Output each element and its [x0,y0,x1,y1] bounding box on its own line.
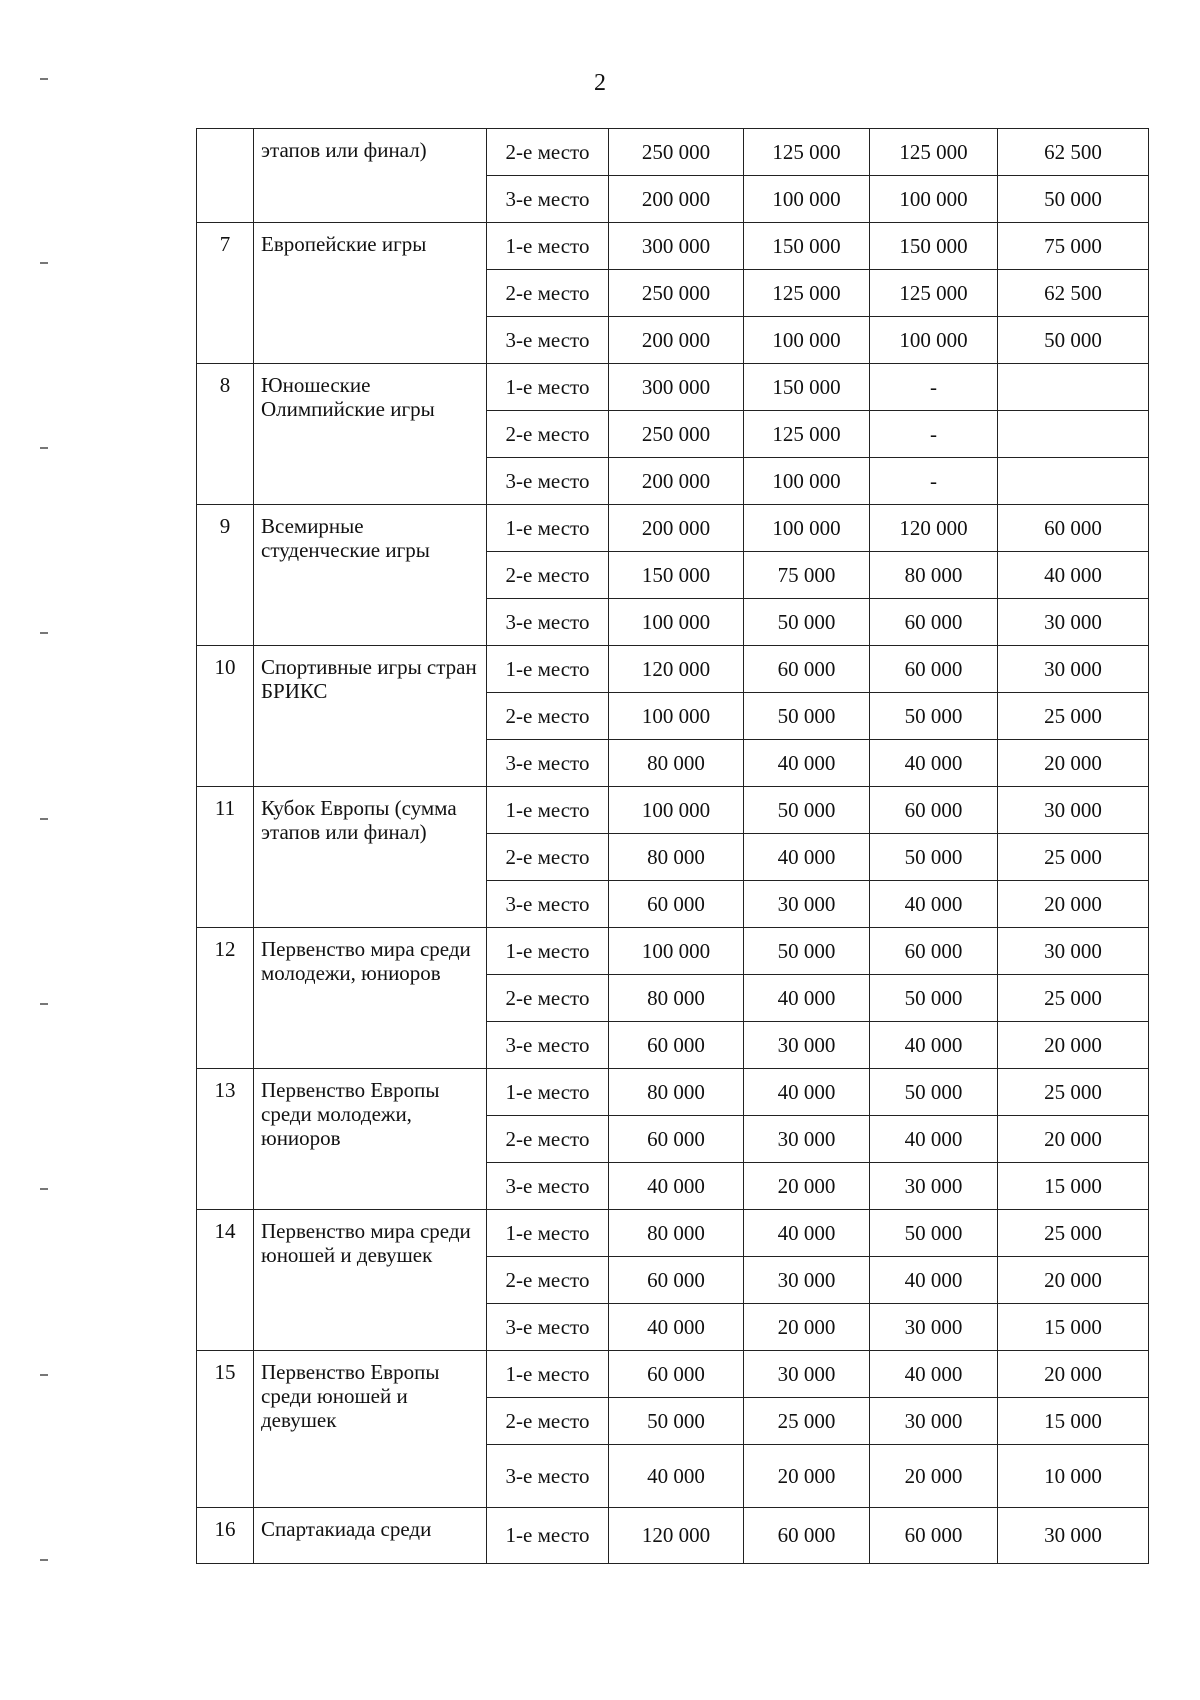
amount-cell: 62 500 [998,129,1149,176]
amount-cell: 50 000 [998,317,1149,364]
row-number: 16 [197,1508,254,1564]
amount-cell: 25 000 [744,1398,870,1445]
amount-cell: 125 000 [744,411,870,458]
amount-cell: 40 000 [744,1210,870,1257]
amount-cell: 100 000 [744,176,870,223]
amount-cell: 300 000 [609,364,744,411]
place-cell: 1-е место [487,1508,609,1564]
amount-cell: 100 000 [870,176,998,223]
row-number: 13 [197,1069,254,1210]
amount-cell: 100 000 [609,693,744,740]
amount-cell: 30 000 [744,1116,870,1163]
amount-cell: 30 000 [870,1398,998,1445]
amount-cell: 60 000 [870,599,998,646]
row-number: 15 [197,1351,254,1508]
amount-cell: 40 000 [744,1069,870,1116]
amount-cell: 80 000 [609,975,744,1022]
amount-cell: 10 000 [998,1445,1149,1508]
amount-cell: 100 000 [744,458,870,505]
amount-cell: 40 000 [744,834,870,881]
amount-cell: - [870,364,998,411]
amount-cell [998,411,1149,458]
event-name: Спартакиада среди [254,1508,487,1564]
amount-cell: 100 000 [744,317,870,364]
row-number: 14 [197,1210,254,1351]
table-row [197,223,1149,270]
amount-cell: 50 000 [744,693,870,740]
place-cell: 2-е место [487,975,609,1022]
place-cell: 1-е место [487,646,609,693]
place-cell: 2-е место [487,1116,609,1163]
margin-mark [40,818,48,820]
amount-cell: 20 000 [998,1116,1149,1163]
amount-cell: 30 000 [744,881,870,928]
place-cell: 2-е место [487,1257,609,1304]
event-name: Юношеские Олимпийские игры [254,364,487,505]
amount-cell: 25 000 [998,834,1149,881]
margin-mark [40,1374,48,1376]
table-row [197,928,1149,975]
place-cell: 1-е место [487,364,609,411]
amount-cell: 50 000 [744,599,870,646]
amount-cell: 50 000 [744,928,870,975]
awards-table-body [197,129,1149,1564]
event-name: Кубок Европы (сумма этапов или финал) [254,787,487,928]
amount-cell: 200 000 [609,176,744,223]
amount-cell: 20 000 [870,1445,998,1508]
event-name: Спортивные игры стран БРИКС [254,646,487,787]
place-cell: 3-е место [487,1445,609,1508]
event-name: Первенство мира среди молодежи, юниоров [254,928,487,1069]
amount-cell: 15 000 [998,1398,1149,1445]
table-row [197,129,1149,176]
place-cell: 3-е место [487,881,609,928]
amount-cell: 50 000 [870,693,998,740]
amount-cell: 60 000 [870,928,998,975]
amount-cell: 80 000 [609,1210,744,1257]
place-cell: 3-е место [487,317,609,364]
amount-cell: 75 000 [998,223,1149,270]
amount-cell: 150 000 [744,364,870,411]
amount-cell: 30 000 [998,646,1149,693]
table-row [197,1351,1149,1398]
amount-cell: 15 000 [998,1304,1149,1351]
place-cell: 2-е место [487,270,609,317]
amount-cell: 20 000 [744,1304,870,1351]
amount-cell: 60 000 [609,1022,744,1069]
amount-cell: 150 000 [744,223,870,270]
margin-mark [40,1559,48,1561]
amount-cell: 30 000 [998,1508,1149,1564]
place-cell: 3-е место [487,1022,609,1069]
amount-cell: 30 000 [998,599,1149,646]
place-cell: 3-е место [487,1163,609,1210]
amount-cell: 25 000 [998,975,1149,1022]
event-name: Всемирные студенческие игры [254,505,487,646]
place-cell: 1-е место [487,1351,609,1398]
amount-cell [998,458,1149,505]
event-name: Первенство Европы среди юношей и девушек [254,1351,487,1508]
amount-cell: 60 000 [870,787,998,834]
amount-cell: 80 000 [609,1069,744,1116]
place-cell: 3-е место [487,458,609,505]
amount-cell: 40 000 [609,1163,744,1210]
amount-cell: - [870,411,998,458]
amount-cell: 60 000 [870,1508,998,1564]
table-row [197,364,1149,411]
event-name: Первенство Европы среди молодежи, юниоров [254,1069,487,1210]
amount-cell: 120 000 [870,505,998,552]
amount-cell: 75 000 [744,552,870,599]
amount-cell: 25 000 [998,1069,1149,1116]
amount-cell: 125 000 [870,270,998,317]
place-cell: 1-е место [487,505,609,552]
amount-cell: 250 000 [609,270,744,317]
table-row [197,1508,1149,1564]
table-row [197,505,1149,552]
amount-cell: 20 000 [744,1163,870,1210]
amount-cell: 60 000 [870,646,998,693]
place-cell: 1-е место [487,1210,609,1257]
amount-cell: 25 000 [998,1210,1149,1257]
amount-cell: 250 000 [609,411,744,458]
amount-cell: 30 000 [744,1022,870,1069]
place-cell: 1-е место [487,1069,609,1116]
amount-cell: 40 000 [870,1116,998,1163]
amount-cell: 40 000 [870,1257,998,1304]
row-number: 11 [197,787,254,928]
amount-cell: 80 000 [609,740,744,787]
margin-mark [40,78,48,80]
amount-cell: 125 000 [744,129,870,176]
amount-cell: 30 000 [998,928,1149,975]
row-number: 10 [197,646,254,787]
amount-cell: 150 000 [870,223,998,270]
amount-cell: 40 000 [870,740,998,787]
table-row [197,646,1149,693]
place-cell: 1-е место [487,928,609,975]
row-number: 12 [197,928,254,1069]
awards-table [196,128,1149,1564]
amount-cell: 15 000 [998,1163,1149,1210]
place-cell: 3-е место [487,176,609,223]
margin-mark [40,1188,48,1190]
amount-cell: 20 000 [998,881,1149,928]
amount-cell: 60 000 [744,1508,870,1564]
amount-cell: 40 000 [870,1351,998,1398]
amount-cell: 30 000 [870,1304,998,1351]
event-name: Европейские игры [254,223,487,364]
amount-cell: 100 000 [609,599,744,646]
amount-cell: 25 000 [998,693,1149,740]
amount-cell: 200 000 [609,505,744,552]
amount-cell: 50 000 [870,1210,998,1257]
amount-cell: 50 000 [870,834,998,881]
amount-cell: 40 000 [744,975,870,1022]
amount-cell: 40 000 [609,1304,744,1351]
place-cell: 2-е место [487,693,609,740]
amount-cell: 125 000 [870,129,998,176]
amount-cell: 50 000 [744,787,870,834]
event-name: Первенство мира среди юношей и девушек [254,1210,487,1351]
place-cell: 2-е место [487,1398,609,1445]
amount-cell: 120 000 [609,1508,744,1564]
margin-mark [40,632,48,634]
amount-cell: 20 000 [998,1022,1149,1069]
amount-cell: 40 000 [744,740,870,787]
margin-mark [40,262,48,264]
table-row [197,1210,1149,1257]
place-cell: 1-е место [487,787,609,834]
amount-cell: 20 000 [998,1351,1149,1398]
amount-cell: 50 000 [870,975,998,1022]
amount-cell [998,364,1149,411]
table-row [197,1069,1149,1116]
place-cell: 2-е место [487,552,609,599]
amount-cell: 40 000 [870,881,998,928]
amount-cell: 60 000 [609,881,744,928]
amount-cell: 80 000 [870,552,998,599]
amount-cell: 20 000 [998,740,1149,787]
amount-cell: 125 000 [744,270,870,317]
margin-mark [40,447,48,449]
place-cell: 2-е место [487,834,609,881]
amount-cell: 20 000 [998,1257,1149,1304]
row-number: 8 [197,364,254,505]
amount-cell: 120 000 [609,646,744,693]
amount-cell: 50 000 [609,1398,744,1445]
page-number: 2 [594,70,606,96]
amount-cell: 62 500 [998,270,1149,317]
amount-cell: 200 000 [609,458,744,505]
row-number: 9 [197,505,254,646]
margin-mark [40,1003,48,1005]
amount-cell: 60 000 [998,505,1149,552]
row-number [197,129,254,223]
amount-cell: 50 000 [998,176,1149,223]
amount-cell: 150 000 [609,552,744,599]
amount-cell: 300 000 [609,223,744,270]
amount-cell: 100 000 [870,317,998,364]
amount-cell: 40 000 [870,1022,998,1069]
amount-cell: 200 000 [609,317,744,364]
place-cell: 3-е место [487,599,609,646]
table-row [197,787,1149,834]
amount-cell: 80 000 [609,834,744,881]
place-cell: 2-е место [487,129,609,176]
amount-cell: 100 000 [744,505,870,552]
amount-cell: 30 000 [998,787,1149,834]
amount-cell: 40 000 [609,1445,744,1508]
amount-cell: 100 000 [609,787,744,834]
place-cell: 3-е место [487,740,609,787]
row-number: 7 [197,223,254,364]
place-cell: 2-е место [487,411,609,458]
amount-cell: 20 000 [744,1445,870,1508]
amount-cell: 40 000 [998,552,1149,599]
amount-cell: 250 000 [609,129,744,176]
amount-cell: - [870,458,998,505]
amount-cell: 60 000 [744,646,870,693]
amount-cell: 60 000 [609,1257,744,1304]
event-name: этапов или финал) [254,129,487,223]
place-cell: 1-е место [487,223,609,270]
place-cell: 3-е место [487,1304,609,1351]
amount-cell: 60 000 [609,1351,744,1398]
amount-cell: 30 000 [870,1163,998,1210]
amount-cell: 30 000 [744,1257,870,1304]
amount-cell: 60 000 [609,1116,744,1163]
amount-cell: 100 000 [609,928,744,975]
amount-cell: 50 000 [870,1069,998,1116]
amount-cell: 30 000 [744,1351,870,1398]
